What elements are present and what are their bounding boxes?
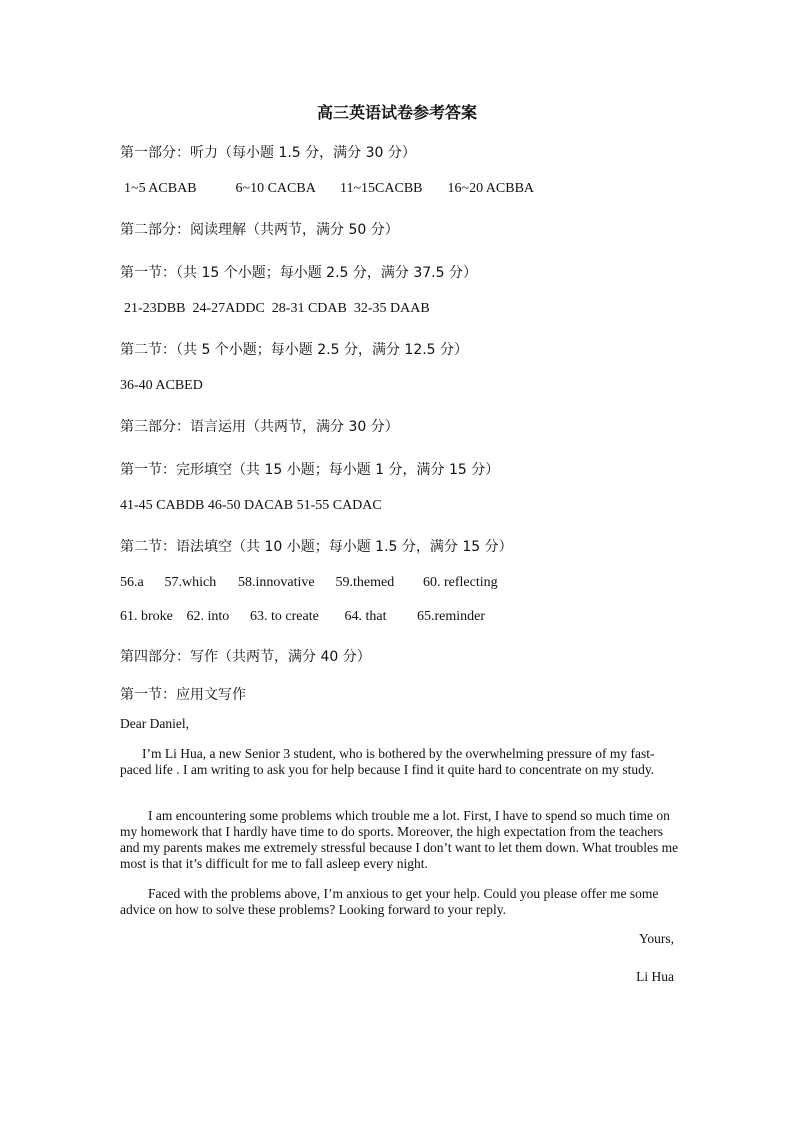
letter-signature: Li Hua [636, 969, 674, 984]
part2-heading: 第二部分：阅读理解（共两节，满分 50 分） [120, 222, 399, 238]
grammar-answer: 61. broke [120, 609, 173, 624]
part2-section1-answers: 21-23DBB 24-27ADDC 28-31 CDAB 32-35 DAAB [124, 301, 430, 316]
grammar-answer: 62. into [186, 609, 230, 624]
grammar-answer: 58.innovative [238, 575, 315, 590]
part1-answer-group: 6~10 CACBA [235, 181, 316, 196]
part2-section2-heading: 第二节：（共 5 个小题；每小题 2.5 分，满分 12.5 分） [120, 342, 469, 358]
letter-paragraph-2: I am encountering some problems which trouble me a lot. First, I have to spend so much time on my homework that I hardly have time to do sports. Moreover, the high expectation from the teachers and my parents makes me extremely stressful because I don’t want to let them down. What troubles me most is that it’s difficult for me to fall asleep every night. [120, 808, 679, 871]
part2-section2-answers: 36-40 ACBED [120, 378, 203, 393]
grammar-answer: 59.themed [335, 575, 395, 590]
part3-section2-row2 [120, 609, 485, 625]
letter-paragraph-1: I’m Li Hua, a new Senior 3 student, who is bothered by the overwhelming pressure of my fast-paced life . I am writing to ask you for help because I find it quite hard to concentrate on my study. [120, 746, 655, 777]
part3-section1-answers: 41-45 CABDB 46-50 DACAB 51-55 CADAC [120, 498, 382, 513]
grammar-answer: 57.which [164, 575, 217, 590]
grammar-answer: 64. that [344, 609, 387, 624]
grammar-answer: 56.a [120, 575, 144, 590]
part1-answer-group: 16~20 ACBBA [447, 181, 535, 196]
part3-section1-heading: 第一节：完形填空（共 15 小题；每小题 1 分，满分 15 分） [120, 462, 500, 478]
part3-section2-heading: 第二节：语法填空（共 10 小题；每小题 1.5 分，满分 15 分） [120, 539, 513, 555]
grammar-answer: 63. to create [250, 609, 319, 624]
part1-answers [124, 181, 534, 197]
page-title: 高三英语试卷参考答案 [316, 103, 477, 122]
letter-salutation: Dear Daniel, [120, 716, 189, 731]
part4-heading: 第四部分：写作（共两节，满分 40 分） [120, 649, 371, 665]
part1-answer-group: 11~15CACBB [340, 181, 423, 196]
grammar-answer: 65.reminder [417, 609, 486, 624]
part3-section2-row1 [120, 575, 498, 591]
part3-heading: 第三部分：语言运用（共两节，满分 30 分） [120, 419, 399, 435]
part1-answer-group: 1~5 ACBAB [124, 181, 197, 196]
letter-closing: Yours, [638, 931, 674, 946]
part2-section1-heading: 第一节：（共 15 个小题；每小题 2.5 分，满分 37.5 分） [120, 265, 477, 281]
letter-paragraph-3: Faced with the problems above, I’m anxious to get your help. Could you please offer me some advice on how to solve these problems? Looking forward to your reply. [120, 886, 659, 917]
grammar-answer: 60. reflecting [423, 575, 498, 590]
part1-heading: 第一部分：听力（每小题 1.5 分，满分 30 分） [120, 145, 416, 161]
part4-section1-heading: 第一节：应用文写作 [120, 687, 246, 703]
